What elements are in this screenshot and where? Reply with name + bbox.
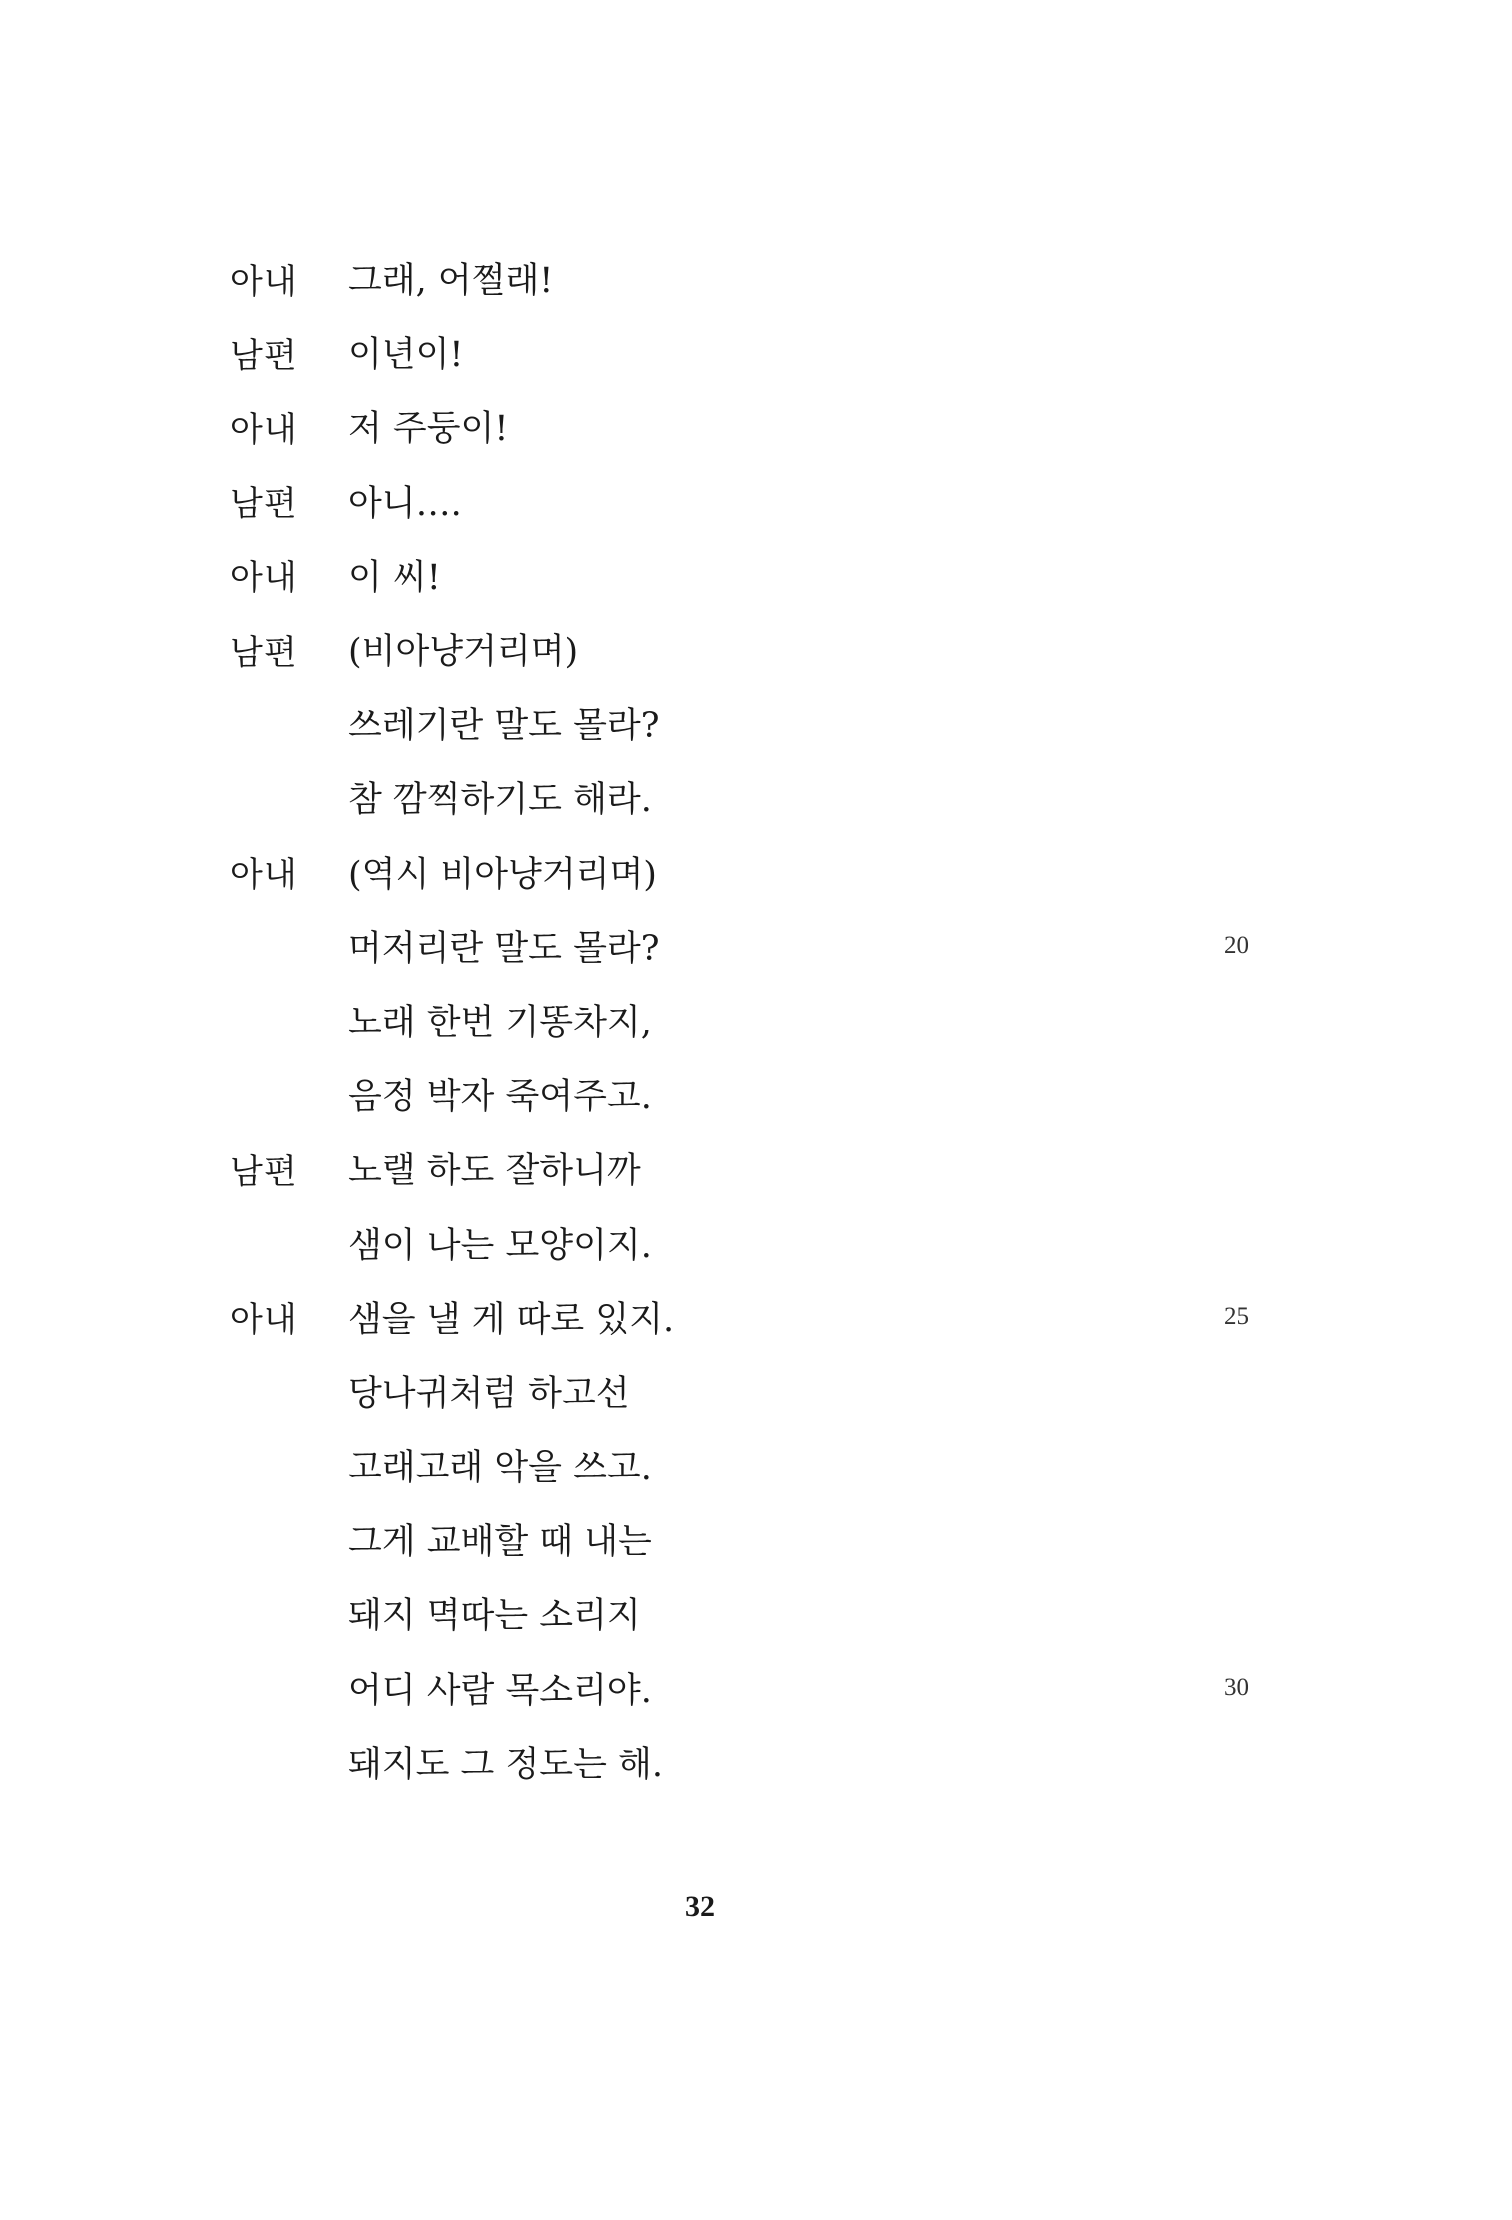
dialogue-line (230, 1725, 1290, 1799)
dialogue-line (230, 1131, 1290, 1205)
speaker-label: 아내 (230, 261, 298, 302)
speaker-label: 남편 (230, 484, 298, 525)
line-number: 20 (1224, 931, 1249, 959)
dialogue-text: 그래, 어쩔래! (348, 261, 554, 302)
dialogue-line (230, 241, 1290, 315)
dialogue-line (230, 1057, 1290, 1131)
speaker-label: 남편 (230, 335, 298, 376)
dialogue-text: 어디 사람 목소리야. (348, 1670, 652, 1711)
dialogue-text: 머저리란 말도 몰라? (348, 928, 660, 969)
dialogue-text: 그게 교배할 때 내는 (348, 1522, 652, 1563)
line-number: 25 (1224, 1302, 1249, 1330)
dialogue-line (230, 1576, 1290, 1650)
dialogue-text: 쓰레기란 말도 몰라? (348, 706, 660, 747)
dialogue-line (230, 1502, 1290, 1576)
dialogue-text: (역시 비아냥거리며) (348, 854, 657, 895)
dialogue-line (230, 538, 1290, 612)
dialogue-line (230, 686, 1290, 760)
speaker-label: 아내 (230, 1300, 298, 1341)
dialogue-text: 당나귀처럼 하고선 (348, 1373, 630, 1414)
dialogue-line (230, 983, 1290, 1057)
dialogue-line (230, 464, 1290, 538)
dialogue-text: 샘을 낼 게 따로 있지. (348, 1299, 675, 1340)
speaker-label: 아내 (230, 855, 298, 896)
dialogue-line (230, 1651, 1290, 1725)
dialogue-text: 이년이! (348, 335, 464, 376)
dialogue-text: 아니…. (348, 483, 462, 524)
speaker-label: 남편 (230, 1151, 298, 1192)
speaker-label: 아내 (230, 409, 298, 450)
speaker-label: 남편 (230, 632, 298, 673)
dialogue-line (230, 389, 1290, 463)
dialogue-line (230, 909, 1290, 983)
dialogue-text: 음정 박자 죽여주고. (348, 1077, 652, 1118)
dialogue-text: (비아냥거리며) (348, 632, 579, 673)
dialogue-text: 이 씨! (348, 557, 441, 598)
line-number: 30 (1224, 1673, 1249, 1701)
dialogue-text: 저 주둥이! (348, 409, 509, 450)
dialogue-line (230, 1280, 1290, 1354)
page-number: 32 (685, 1890, 715, 1923)
dialogue-line (230, 1205, 1290, 1279)
dialogue-text: 돼지 멱따는 소리지 (348, 1596, 641, 1637)
dialogue-line (230, 760, 1290, 834)
dialogue-text: 샘이 나는 모양이지. (348, 1225, 652, 1266)
dialogue-text: 돼지도 그 정도는 해. (348, 1744, 663, 1785)
dialogue-line (230, 315, 1290, 389)
dialogue-text: 고래고래 악을 쓰고. (348, 1448, 652, 1489)
dialogue-line (230, 835, 1290, 909)
dialogue-text: 참 깜찍하기도 해라. (348, 780, 652, 821)
speaker-label: 아내 (230, 558, 298, 599)
dialogue-text: 노랠 하도 잘하니까 (348, 1151, 641, 1192)
dialogue-line (230, 612, 1290, 686)
dialogue-script (230, 241, 1290, 1799)
dialogue-line (230, 1428, 1290, 1502)
dialogue-line (230, 1354, 1290, 1428)
dialogue-text: 노래 한번 기똥차지, (348, 1002, 652, 1043)
